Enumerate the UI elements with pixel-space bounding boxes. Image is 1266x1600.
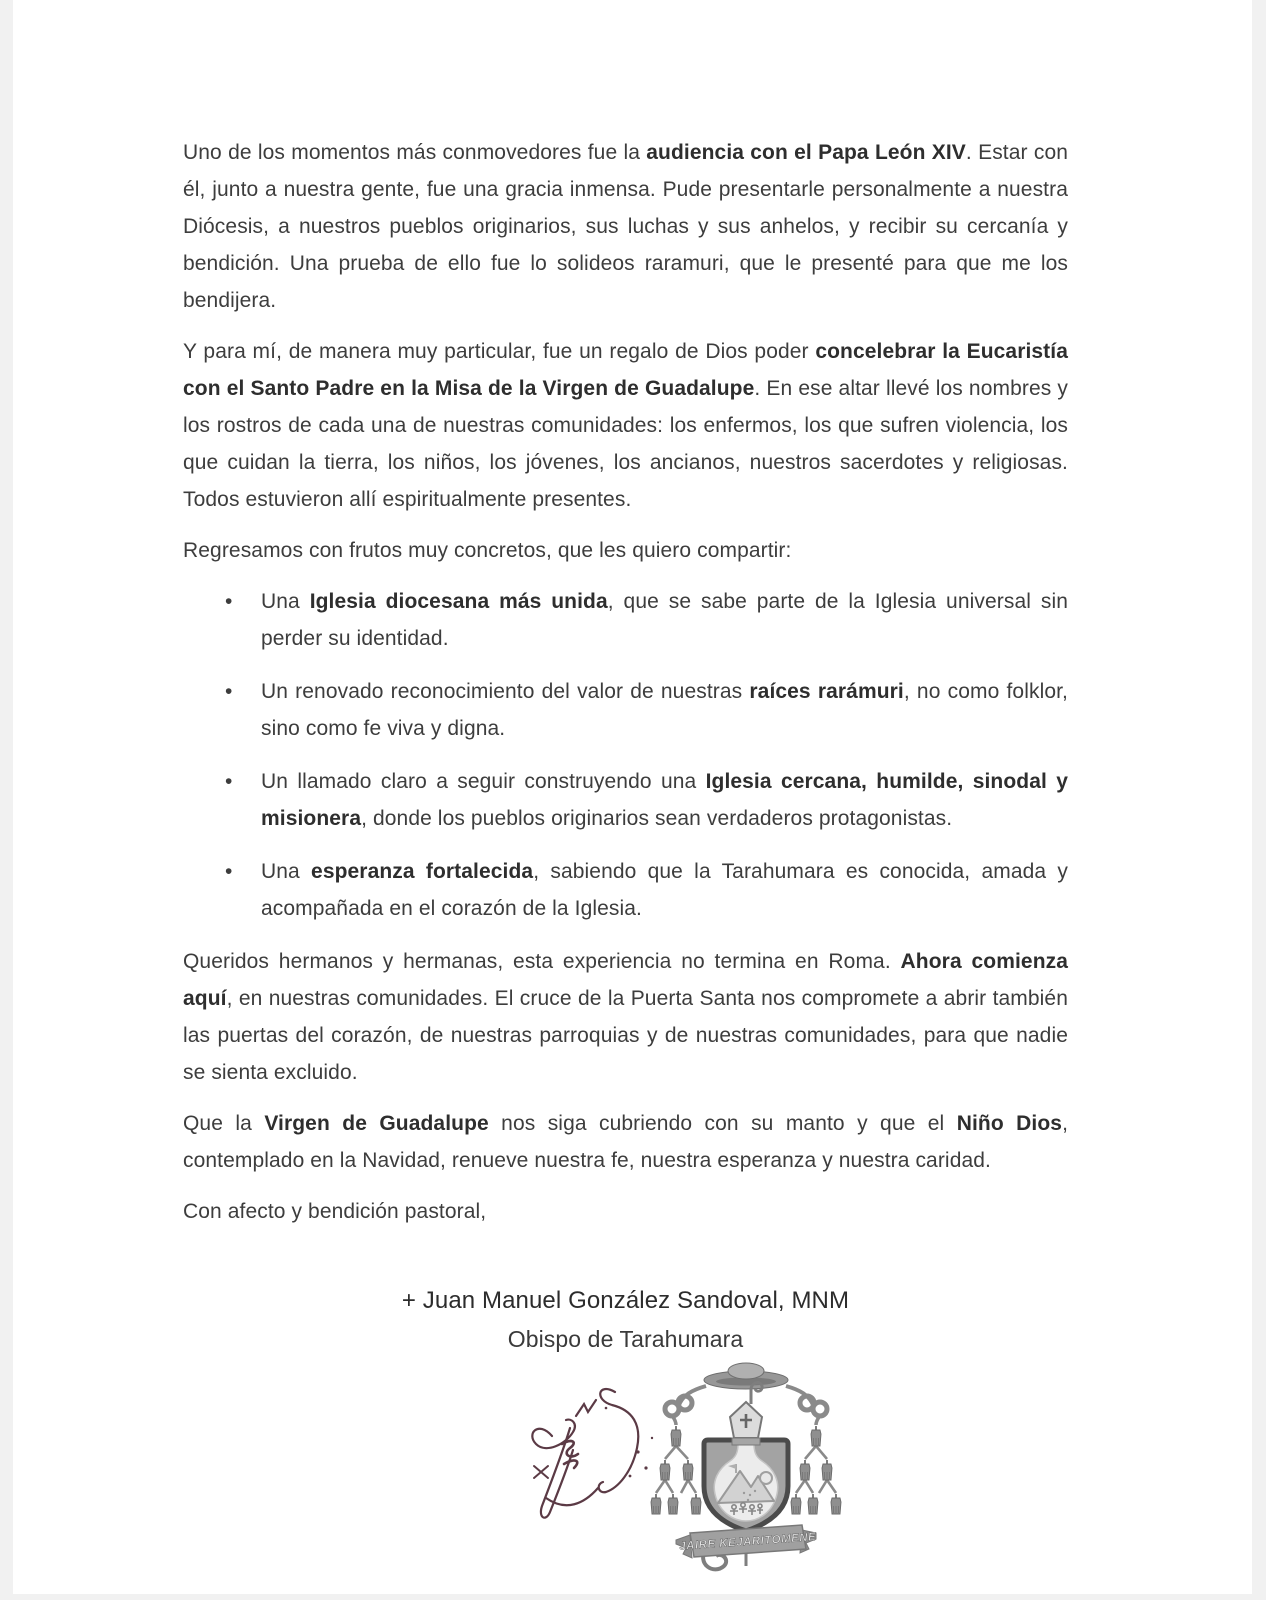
- text-segment: nos siga cubriendo con su manto y que el: [488, 1112, 957, 1135]
- text-segment: Que la: [183, 1112, 265, 1135]
- letter-body: [13, 0, 1252, 1358]
- bold-text-segment: Virgen de Guadalupe: [264, 1112, 489, 1135]
- signature-ink-dots: [605, 1407, 654, 1478]
- text-segment: Una: [261, 860, 312, 883]
- sun-icon: [760, 1472, 772, 1484]
- text-segment: Un renovado reconocimiento del valor de nuestras: [261, 680, 750, 703]
- crest-shield: [704, 1440, 788, 1531]
- letter-paragraphs: [183, 134, 1068, 1230]
- document-page: [13, 0, 1252, 1594]
- signatory-title: Obispo de Tarahumara: [507, 1326, 744, 1352]
- bullet-item: [183, 673, 1068, 747]
- text-segment: , que se sabe parte de la Iglesia universal sin perder su identidad.: [261, 590, 1068, 650]
- text-segment: . Estar con él, junto a nuestra gente, fue una gracia inmensa. Pude presentarle personalmente a nuestra Diócesis, a nuestros pueblos originarios, sus luchas y sus anhelos, y recibir su cercanía y bendición. Una prueba de ello fue lo solideos raramuri, que le presenté para que me los bendijera.: [183, 141, 1068, 312]
- bold-text-segment: Niño Dios: [956, 1112, 1063, 1135]
- bold-text-segment: esperanza fortalecida: [311, 860, 534, 883]
- signatory-name: + Juan Manuel González Sandoval, MNM: [401, 1287, 850, 1314]
- text-segment: Un llamado claro a seguir construyendo una: [261, 770, 706, 793]
- text-segment: , sabiendo que la Tarahumara es conocida, amada y acompañada en el corazón de la Iglesia.: [261, 860, 1068, 920]
- para-virgen: [183, 1105, 1068, 1179]
- bold-text-segment: Iglesia cercana, humilde, sinodal y misionera: [261, 770, 1068, 830]
- motto-ribbon: [676, 1525, 817, 1558]
- bold-text-segment: Ahora comienza aquí: [183, 950, 1069, 1010]
- text-segment: Y para mí, de manera muy particular, fue un regalo de Dios poder: [183, 340, 816, 363]
- episcopal-coat-of-arms: [650, 1360, 842, 1574]
- bold-text-segment: audiencia con el Papa León XIV: [646, 141, 966, 164]
- bold-text-segment: Iglesia diocesana más unida: [309, 590, 608, 613]
- handwritten-signature: [518, 1380, 668, 1540]
- text-segment: Regresamos con frutos muy concretos, que les quiero compartir:: [183, 539, 792, 562]
- bullet-item: [183, 763, 1068, 837]
- bold-text-segment: raíces rarámuri: [749, 680, 904, 703]
- text-segment: Uno de los momentos más conmovedores fue la: [183, 141, 647, 164]
- para-queridos: [183, 943, 1068, 1091]
- text-segment: , en nuestras comunidades. El cruce de la Puerta Santa nos compromete a abrir también las puertas del corazón, de nuestras parroquias y de nuestras comunidades, para que nadie se sienta excluido.: [183, 987, 1068, 1084]
- text-segment: , contemplado en la Navidad, renueve nuestra fe, nuestra esperanza y nuestra caridad.: [183, 1112, 1069, 1172]
- text-segment: , no como folklor, sino como fe viva y digna.: [261, 680, 1068, 740]
- para-eucaristia: [183, 333, 1068, 518]
- bold-text-segment: concelebrar la Eucaristía con el Santo Padre en la Misa de la Virgen de Guadalupe: [183, 340, 1068, 400]
- bullet-item: [183, 853, 1068, 927]
- para-frutos-intro: [183, 532, 1068, 569]
- galero-hat: [704, 1363, 788, 1389]
- text-segment: Con afecto y bendición pastoral,: [183, 1200, 487, 1223]
- para-audiencia: [183, 134, 1068, 319]
- mitre-icon: [730, 1402, 762, 1445]
- crest-motto: JAIRE KEJARITOMENE: [678, 1531, 817, 1553]
- text-segment: , donde los pueblos originarios sean verdaderos protagonistas.: [361, 807, 953, 830]
- text-segment: Una: [261, 590, 310, 613]
- bullet-item: [183, 583, 1068, 657]
- text-segment: . En ese altar llevé los nombres y los rostros de cada una de nuestras comunidades: los enfermos, los que sufren violencia, los que cuidan la tierra, los niños, los jóvenes, los ancianos, nuestros sacerdotes y religiosas. Todos estuvieron allí espiritualmente presentes.: [183, 377, 1068, 511]
- text-segment: Queridos hermanos y hermanas, esta experiencia no termina en Roma.: [183, 950, 901, 973]
- frutos-list: [183, 583, 1068, 927]
- para-despedida: [183, 1193, 1068, 1230]
